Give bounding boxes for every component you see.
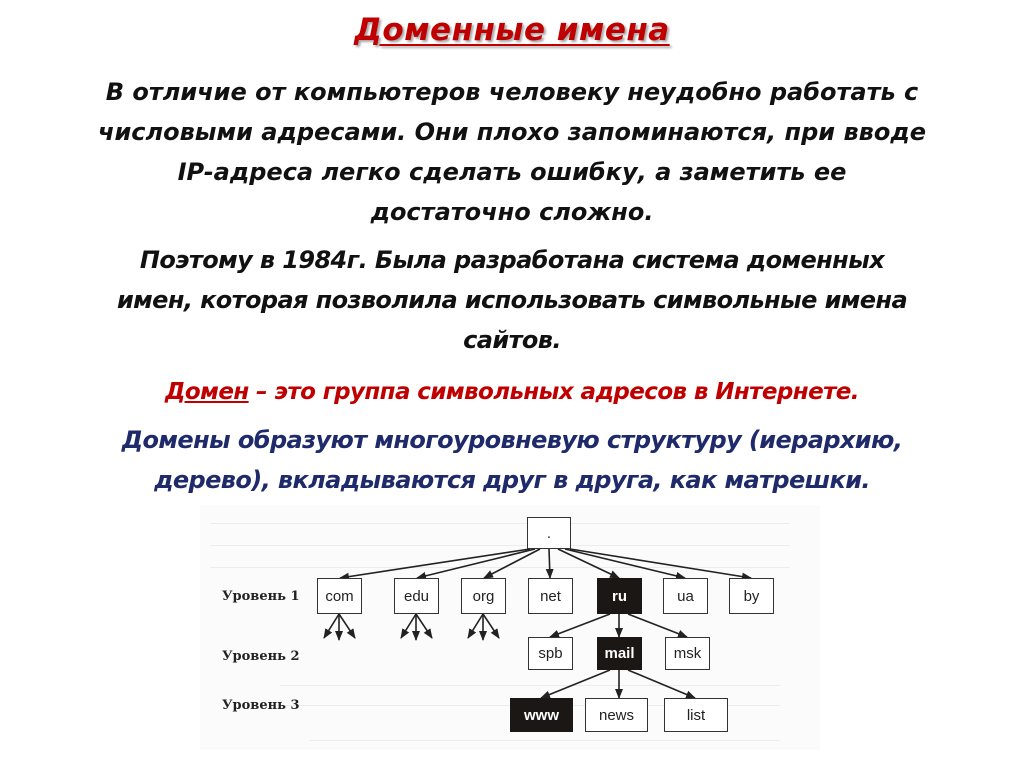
text-line: Поэтому в 1984г. Была разработана система доменных <box>139 246 885 274</box>
tree-node-net: net <box>528 578 573 614</box>
tree-node-ua: ua <box>663 578 708 614</box>
tree-node-root: . <box>527 517 571 549</box>
text-line: числовыми адресами. Они плохо запоминаются, при вводе <box>98 118 926 146</box>
tree-node-com: com <box>317 578 362 614</box>
tree-node-ru: ru <box>597 578 642 614</box>
level-label-1: Уровень 1 <box>222 589 300 604</box>
intro-paragraph <box>30 72 994 232</box>
structure-paragraph <box>30 420 994 500</box>
tree-node-spb: spb <box>528 637 573 670</box>
definition-paragraph <box>30 372 994 412</box>
text-line: достаточно сложно. <box>370 198 654 226</box>
tree-node-msk: msk <box>665 637 710 670</box>
tree-node-www: www <box>510 698 573 732</box>
text-line: Домены образуют многоуровневую структуру (иерархию, <box>121 426 903 454</box>
tree-node-edu: edu <box>394 578 439 614</box>
definition-text: – это группа символьных адресов в Интернете. <box>248 379 859 405</box>
tree-node-list: list <box>664 698 728 732</box>
domain-tree-diagram <box>200 505 820 750</box>
slide-title: Доменные имена <box>354 12 670 48</box>
text-line: сайтов. <box>463 326 561 354</box>
history-paragraph <box>30 240 994 360</box>
tree-node-org: org <box>461 578 506 614</box>
level-label-2: Уровень 2 <box>222 649 300 664</box>
text-line: дерево), вкладываются друг в друга, как матрешки. <box>154 466 870 494</box>
tree-node-by: by <box>729 578 774 614</box>
text-line: В отличие от компьютеров человеку неудобно работать с <box>105 78 919 106</box>
text-line: IP-адреса легко сделать ошибку, а заметить ее <box>177 158 847 186</box>
tree-node-mail: mail <box>597 637 642 670</box>
text-line: имен, которая позволила использовать символьные имена <box>116 286 908 314</box>
definition-term: Домен <box>165 379 249 405</box>
tree-node-news: news <box>585 698 648 732</box>
level-label-3: Уровень 3 <box>222 698 300 713</box>
